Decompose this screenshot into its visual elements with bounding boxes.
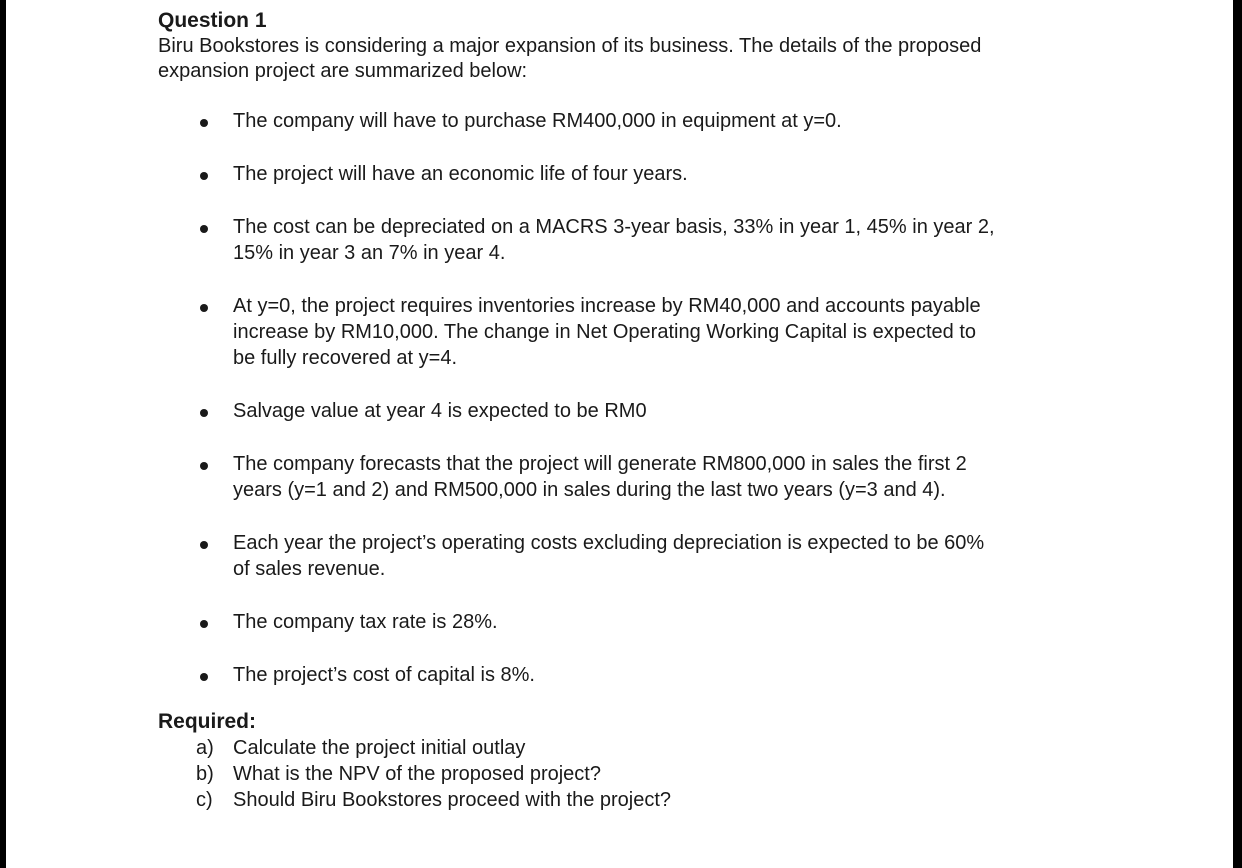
bullet-line: At y=0, the project requires inventories increase by RM40,000 and accounts payable	[233, 295, 981, 317]
project-details-list	[158, 108, 1098, 688]
bullet-line: 15% in year 3 an 7% in year 4.	[233, 242, 506, 264]
bullet-item	[158, 214, 1098, 266]
required-item-text: What is the NPV of the proposed project?	[233, 763, 601, 785]
bullet-item	[158, 398, 1098, 424]
required-item	[158, 735, 1098, 761]
bullet-item	[158, 161, 1098, 187]
required-item-text: Should Biru Bookstores proceed with the project?	[233, 789, 672, 811]
bullet-line: The cost can be depreciated on a MACRS 3-year basis, 33% in year 1, 45% in year 2,	[233, 216, 995, 238]
intro-line: expansion project are summarized below:	[158, 60, 528, 82]
bullet-dot-icon	[200, 225, 208, 233]
bullet-line: Each year the project’s operating costs excluding depreciation is expected to be 60%	[233, 532, 985, 554]
required-heading: Required:	[158, 710, 257, 733]
bullet-dot-icon	[200, 119, 208, 127]
bullet-item	[158, 662, 1098, 688]
bullet-item	[158, 293, 1098, 371]
bullet-line: of sales revenue.	[233, 558, 386, 580]
bullet-item	[158, 108, 1098, 134]
question-title: Question 1	[158, 9, 267, 32]
bullet-dot-icon	[200, 462, 208, 470]
required-item-marker: c)	[196, 789, 213, 811]
bullet-line: The company tax rate is 28%.	[233, 611, 498, 633]
bullet-dot-icon	[200, 541, 208, 549]
document-page	[6, 0, 1233, 868]
bullet-item	[158, 530, 1098, 582]
bullet-dot-icon	[200, 673, 208, 681]
required-item	[158, 761, 1098, 787]
bullet-item	[158, 609, 1098, 635]
required-item-text: Calculate the project initial outlay	[233, 737, 526, 759]
bullet-line: The project’s cost of capital is 8%.	[233, 664, 535, 686]
required-list	[158, 735, 1098, 813]
required-item-marker: a)	[196, 737, 214, 759]
bullet-line: Salvage value at year 4 is expected to be RM0	[233, 400, 647, 422]
bullet-line: years (y=1 and 2) and RM500,000 in sales during the last two years (y=3 and 4).	[233, 479, 946, 501]
question-intro	[158, 34, 1098, 84]
bullet-dot-icon	[200, 620, 208, 628]
intro-line: Biru Bookstores is considering a major expansion of its business. The details of the proposed	[158, 35, 982, 57]
bullet-line: be fully recovered at y=4.	[233, 347, 458, 369]
question-content	[158, 8, 1098, 813]
bullet-item	[158, 451, 1098, 503]
bullet-line: The company will have to purchase RM400,000 in equipment at y=0.	[233, 110, 842, 132]
required-item-marker: b)	[196, 763, 214, 785]
bullet-dot-icon	[200, 172, 208, 180]
bullet-line: increase by RM10,000. The change in Net Operating Working Capital is expected to	[233, 321, 977, 343]
bullet-dot-icon	[200, 304, 208, 312]
bullet-dot-icon	[200, 409, 208, 417]
bullet-line: The company forecasts that the project will generate RM800,000 in sales the first 2	[233, 453, 967, 475]
bullet-line: The project will have an economic life of four years.	[233, 163, 688, 185]
required-item	[158, 787, 1098, 813]
